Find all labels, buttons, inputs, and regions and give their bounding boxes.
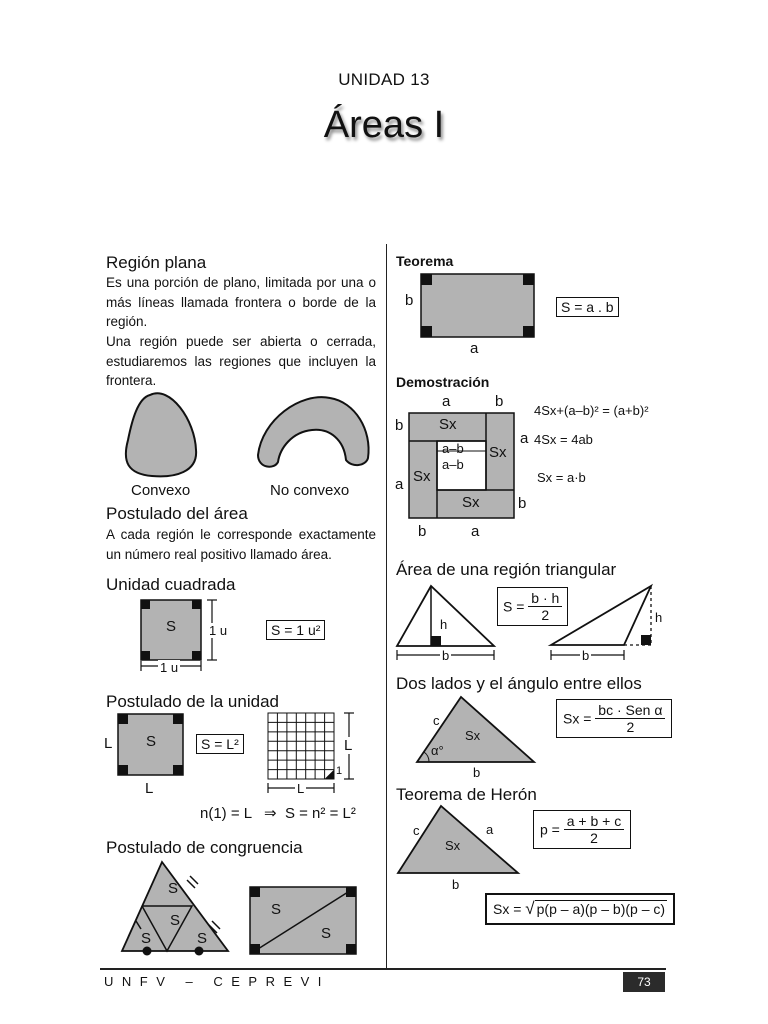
triangle-1-h: h [440, 617, 448, 632]
heron-side-a: a [486, 822, 494, 837]
triangle-formula-num: b · h [528, 590, 562, 607]
triangular-heading: Área de una región triangular [396, 560, 617, 579]
proof-equation-3: Sx = a·b [537, 470, 586, 485]
congruence-s-right: S [197, 930, 208, 947]
unit-label: UNIDAD 13 [338, 70, 430, 89]
unit-square-side-h: 1 u [160, 660, 179, 675]
proof-right-b: b [518, 495, 527, 512]
grid-one-label: 1 [336, 765, 343, 777]
sas-formula-lhs: Sx = [563, 710, 592, 727]
sas-side-c: c [433, 713, 440, 728]
triangle-2-h: h [655, 610, 663, 625]
dos-lados-heading: Dos lados y el ángulo entre ellos [396, 674, 642, 693]
heron-heading: Teorema de Herón [396, 785, 537, 804]
heron-root: p(p – a)(p – b)(p – c) [536, 901, 666, 917]
unit-postulate-s: S [146, 733, 157, 750]
grid-l-right: L [344, 737, 353, 754]
heron-p-formula [533, 810, 631, 849]
sas-formula-den: 2 [626, 719, 635, 735]
triangle-2-b: b [582, 648, 590, 663]
sas-sx: Sx [465, 728, 481, 743]
unit-postulate-l-left: L [104, 735, 113, 752]
heron-p-den: 2 [590, 830, 598, 846]
postulado-congruencia-heading: Postulado de congruencia [106, 838, 303, 857]
page-number: 73 [623, 972, 665, 992]
heron-area-formula [485, 893, 675, 925]
heron-side-c: c [413, 823, 420, 838]
rect-side-b: b [405, 292, 414, 309]
heron-p-num: a + b + c [564, 813, 624, 830]
grid-l-bottom: L [297, 781, 305, 796]
congruence-s-center: S [170, 912, 181, 929]
teorema-heading: Teorema [396, 253, 454, 269]
proof-equation-1: 4Sx+(a–b)² = (a+b)² [534, 403, 649, 418]
proof-top-b: b [495, 393, 504, 410]
congruence-rect-s-bottom: S [321, 925, 332, 942]
proof-top-a: a [442, 393, 451, 410]
unit-postulate-equation: n(1) = L ⇒ S = n² = L² [200, 805, 356, 822]
region-plana-definition: Es una porción de plano, limitada por una o más líneas llamada frontera o borde de la región. [106, 275, 376, 329]
page-title: Áreas I [323, 104, 445, 146]
unit-square-side-v: 1 u [209, 623, 228, 638]
proof-sx-bottom: Sx [462, 494, 480, 511]
nonconvex-label: No convexo [270, 482, 350, 499]
proof-amb-top: a–b [442, 441, 464, 456]
proof-bottom-b: b [418, 523, 427, 540]
region-plana-heading: Región plana [106, 253, 207, 272]
proof-sx-left: Sx [413, 468, 431, 485]
sqrt-icon: √ [525, 899, 535, 918]
footer-rule [100, 968, 666, 970]
rect-formula: S = a . b [556, 297, 619, 317]
sas-formula-num: bc · Sen α [595, 702, 665, 719]
footer-text: UNFV – CEPREVI [104, 974, 330, 989]
unit-postulate-formula: S = L² [196, 734, 244, 754]
unit-square-formula: S = 1 u² [266, 620, 325, 640]
region-plana-note: Una región puede ser abierta o cerrada, estudiaremos las regiones que incluyen la frontera. [106, 334, 376, 388]
sas-alpha: α° [431, 743, 444, 758]
rect-side-a: a [470, 340, 479, 357]
unit-postulate-l-bottom: L [145, 780, 154, 797]
sas-side-b: b [473, 765, 481, 780]
proof-bottom-a: a [471, 523, 480, 540]
congruence-s-left: S [141, 930, 152, 947]
triangle-formula-den: 2 [541, 607, 550, 623]
demostracion-heading: Demostración [396, 374, 490, 390]
postulado-area-text: A cada región le corresponde exactamente un número real positivo llamado área. [106, 527, 376, 562]
triangle-formula-lhs: S = [503, 598, 525, 615]
proof-sx-top: Sx [439, 416, 457, 433]
proof-right-a: a [520, 430, 529, 447]
heron-p-lhs: p = [540, 821, 560, 838]
unit-square-s: S [166, 618, 177, 635]
convex-label: Convexo [131, 482, 191, 499]
congruence-s-top: S [168, 880, 179, 897]
postulado-area-heading: Postulado del área [106, 504, 248, 523]
proof-equation-2: 4Sx = 4ab [534, 432, 593, 447]
proof-sx-right: Sx [489, 444, 507, 461]
proof-amb-side: a–b [442, 457, 464, 472]
proof-left-b: b [395, 417, 404, 434]
postulado-unidad-heading: Postulado de la unidad [106, 692, 279, 711]
heron-side-b: b [452, 877, 460, 892]
unidad-cuadrada-heading: Unidad cuadrada [106, 575, 236, 594]
heron-sx: Sx [445, 838, 461, 853]
proof-left-a: a [395, 476, 404, 493]
heron-sx-lhs: Sx = [493, 901, 522, 917]
triangle-1-b: b [442, 648, 450, 663]
congruence-rect-s-top: S [271, 901, 282, 918]
